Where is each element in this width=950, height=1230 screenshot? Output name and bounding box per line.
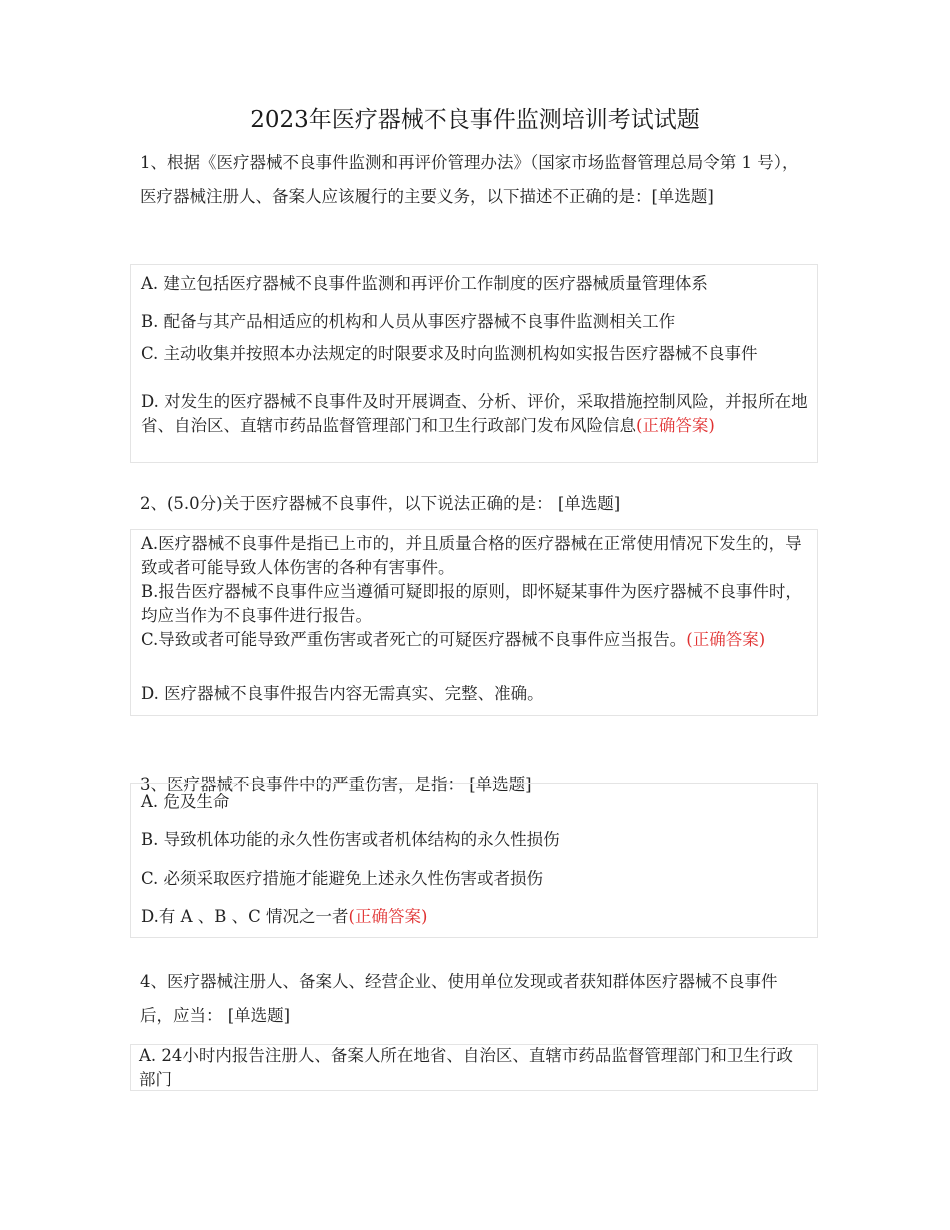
option-c[interactable] (141, 628, 811, 652)
option-a[interactable]: A. 24小时内报告注册人、备案人所在地省、自治区、直辖市药品监督管理部门和卫生行政部门 (139, 1046, 793, 1089)
options-box (130, 529, 818, 716)
option-text: D.有 A 、B 、C 情况之一者 (141, 907, 349, 926)
page-title: 2023年医疗器械不良事件监测培训考试试题 (250, 107, 700, 133)
option-text: D. 对发生的医疗器械不良事件及时开展调查、分析、评价，采取措施控制风险，并报所在地省、自治区、直辖市药品监督管理部门和卫生行政部门发布风险信息 (141, 392, 808, 435)
option-d[interactable] (141, 905, 811, 929)
option-b[interactable]: B. 配备与其产品相适应的机构和人员从事医疗器械不良事件监测相关工作 (141, 312, 676, 331)
correct-answer-mark: (正确答案) (686, 630, 766, 649)
option-d[interactable]: D. 医疗器械不良事件报告内容无需真实、完整、准确。 (141, 684, 544, 703)
options-box (130, 264, 818, 463)
options-box (130, 1044, 818, 1091)
option-a[interactable]: A. 建立包括医疗器械不良事件监测和再评价工作制度的医疗器械质量管理体系 (141, 274, 708, 293)
option-d[interactable] (141, 390, 811, 438)
option-a[interactable]: A.医疗器械不良事件是指已上市的，并且质量合格的医疗器械在正常使用情况下发生的，导致或者可能导致人体伤害的各种有害事件。 (141, 534, 802, 577)
question-stem: 1、根据《医疗器械不良事件监测和再评价管理办法》（国家市场监督管理总局令第 1 号），医疗器械注册人、备案人应该履行的主要义务，以下描述不正确的是：[单选题] (140, 153, 799, 206)
question-stem: 4、医疗器械注册人、备案人、经营企业、使用单位发现或者获知群体医疗器械不良事件后，应当： [单选题] (140, 972, 778, 1025)
correct-answer-mark: (正确答案) (348, 907, 428, 926)
options-box (130, 783, 818, 938)
option-b[interactable]: B.报告医疗器械不良事件应当遵循可疑即报的原则，即怀疑某事件为医疗器械不良事件时，均应当作为不良事件进行报告。 (141, 582, 802, 625)
option-c[interactable]: C. 必须采取医疗措施才能避免上述永久性伤害或者损伤 (141, 869, 544, 888)
option-c[interactable]: C. 主动收集并按照本办法规定的时限要求及时向监测机构如实报告医疗器械不良事件 (141, 344, 758, 363)
option-text: C.导致或者可能导致严重伤害或者死亡的可疑医疗器械不良事件应当报告。 (141, 630, 687, 649)
question-stem: 2、(5.0分)关于医疗器械不良事件，以下说法正确的是： [单选题] (140, 494, 621, 513)
question-stem: 3、医疗器械不良事件中的严重伤害，是指： [单选题] (140, 775, 532, 794)
option-b[interactable]: B. 导致机体功能的永久性伤害或者机体结构的永久性损伤 (141, 830, 560, 849)
option-a[interactable]: A. 危及生命 (141, 792, 230, 811)
correct-answer-mark: (正确答案) (636, 416, 715, 435)
